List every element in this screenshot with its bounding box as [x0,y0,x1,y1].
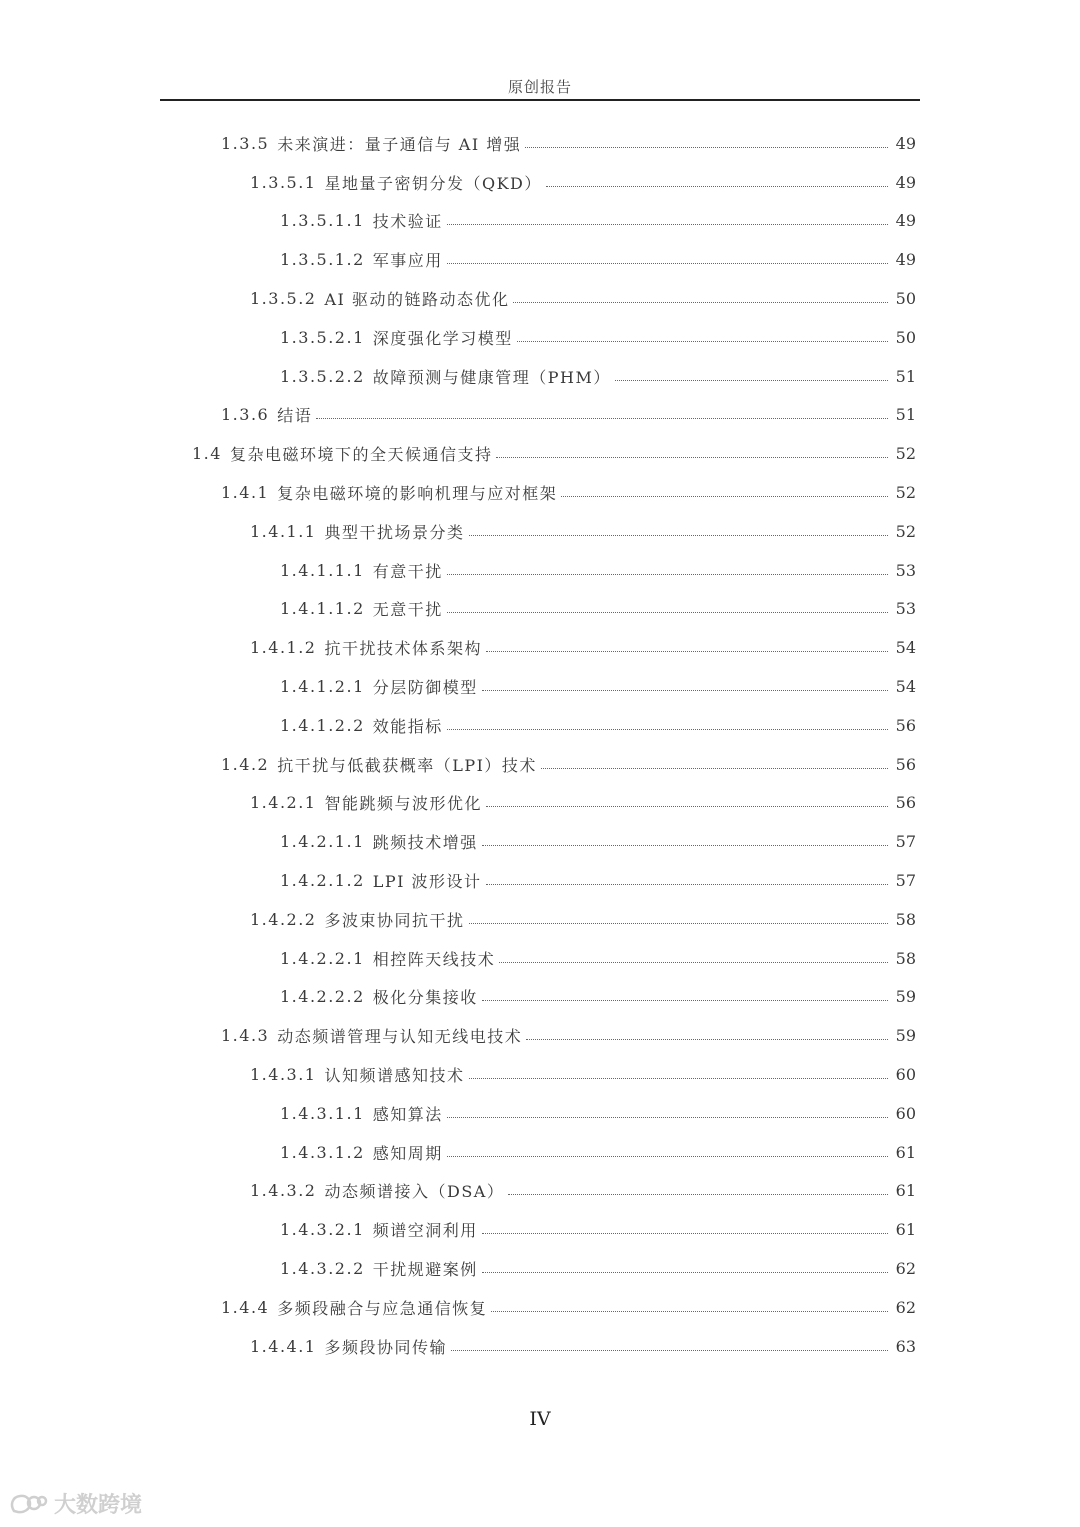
toc-entry-title: 分层防御模型 [372,678,478,698]
toc-entry-number: 1.4.1.2.1 [280,677,365,697]
toc-entry[interactable] [0,551,1080,590]
toc-dot-leader [517,341,888,342]
toc-dot-leader [482,1233,888,1234]
toc-entry-number: 1.4.1.1 [250,521,317,541]
toc-entry[interactable] [0,512,1080,551]
toc-entry[interactable] [0,939,1080,978]
toc-dot-leader [499,962,888,963]
toc-dot-leader [615,380,888,381]
toc-entry-title: 未来演进：量子通信与 AI 增强 [277,134,522,154]
toc-entry-title: 动态频谱接入（DSA） [324,1182,505,1202]
toc-entry[interactable] [0,1172,1080,1211]
toc-entry-page: 53 [895,599,916,619]
toc-entry-number: 1.4.3.1.2 [280,1142,365,1162]
toc-entry-title: 无意干扰 [372,600,443,620]
toc-entry-page: 61 [895,1181,916,1201]
toc-entry-title: 动态频谱管理与认知无线电技术 [277,1027,523,1047]
toc-entry-page: 51 [895,405,916,425]
toc-entry-title: LPI 波形设计 [372,872,482,892]
toc-dot-leader [447,729,888,730]
toc-dot-leader [482,690,888,691]
toc-entry-number: 1.4.3.2.1 [280,1220,365,1240]
toc-entry[interactable] [0,434,1080,473]
toc-entry-title: 多波束协同抗干扰 [324,910,465,930]
toc-entry-number: 1.4.2.1.1 [280,832,365,852]
toc-entry[interactable] [0,745,1080,784]
toc-entry[interactable] [0,900,1080,939]
toc-entry-number: 1.3.5 [221,133,270,153]
toc-dot-leader [447,574,888,575]
toc-entry-page: 62 [895,1297,916,1317]
toc-entry[interactable] [0,202,1080,241]
page-number: IV [529,1408,551,1430]
toc-entry-page: 49 [895,250,916,270]
toc-entry[interactable] [0,1327,1080,1366]
toc-entry[interactable] [0,1288,1080,1327]
toc-entry-page: 58 [895,948,916,968]
toc-entry-title: 技术验证 [372,212,443,232]
toc-entry-number: 1.4.4 [221,1297,270,1317]
toc-entry-title: 多频段融合与应急通信恢复 [277,1298,488,1318]
toc-entry-title: 智能跳频与波形优化 [324,794,482,814]
toc-entry-title: 抗干扰技术体系架构 [324,639,482,659]
toc-entry-number: 1.4.1.1.1 [280,560,365,580]
toc-entry-number: 1.4.1.2 [250,638,317,658]
watermark [8,1488,142,1519]
toc-entry-page: 56 [895,715,916,735]
toc-entry[interactable] [0,357,1080,396]
toc-entry-page: 51 [895,366,916,386]
toc-dot-leader [486,884,888,885]
toc-dot-leader [491,1311,888,1312]
toc-dot-leader [508,1194,888,1195]
toc-dot-leader [482,1000,888,1001]
running-header: 原创报告 [507,78,572,96]
toc-dot-leader [546,186,888,187]
toc-entry-title: 极化分集接收 [372,988,478,1008]
toc-entry-number: 1.4.2.2.1 [280,948,365,968]
toc-entry-page: 49 [895,211,916,231]
toc-entry-number: 1.4.2.1.2 [280,871,365,891]
toc-entry-page: 56 [895,793,916,813]
toc-entry-number: 1.3.5.1.2 [280,250,365,270]
toc-entry[interactable] [0,706,1080,745]
toc-entry-title: 星地量子密钥分发（QKD） [324,173,542,193]
toc-dot-leader [486,806,888,807]
toc-dot-leader [496,457,888,458]
toc-entry-number: 1.4.3.2 [250,1181,317,1201]
toc-entry[interactable] [0,1249,1080,1288]
toc-entry[interactable] [0,1133,1080,1172]
toc-entry[interactable] [0,822,1080,861]
toc-entry-title: 故障预测与健康管理（PHM） [372,367,611,387]
toc-dot-leader [526,1039,888,1040]
toc-dot-leader [482,1272,888,1273]
watermark-logo-icon [8,1491,48,1517]
toc-entry-title: 有意干扰 [372,561,443,581]
toc-entry[interactable] [0,1210,1080,1249]
toc-entry-page: 53 [895,560,916,580]
toc-dot-leader [469,535,889,536]
toc-entry-title: 复杂电磁环境的影响机理与应对框架 [277,484,558,504]
toc-entry-title: 感知周期 [372,1143,443,1163]
toc-entry[interactable] [0,473,1080,512]
toc-entry-page: 59 [895,987,916,1007]
toc-entry[interactable] [0,1016,1080,1055]
toc-entry-number: 1.4.3.1.1 [280,1103,365,1123]
toc-dot-leader [482,845,888,846]
toc-entry-page: 60 [895,1103,916,1123]
toc-entry-title: 复杂电磁环境下的全天候通信支持 [229,445,493,465]
toc-entry[interactable] [0,318,1080,357]
toc-entry-page: 61 [895,1142,916,1162]
toc-entry-number: 1.4.2.1 [250,793,317,813]
toc-entry[interactable] [0,1094,1080,1133]
toc-entry-number: 1.4.1.1.2 [280,599,365,619]
toc-entry-title: 效能指标 [372,716,443,736]
toc-entry-number: 1.3.5.2.2 [280,366,365,386]
toc-dot-leader [486,651,888,652]
toc-entry-page: 50 [895,289,916,309]
toc-entry-page: 59 [895,1026,916,1046]
toc-entry[interactable] [0,861,1080,900]
toc-entry-number: 1.4.2.2 [250,909,317,929]
toc-entry-title: 跳频技术增强 [372,833,478,853]
toc-entry-number: 1.3.6 [221,405,270,425]
toc-entry-title: 深度强化学习模型 [372,328,513,348]
table-of-contents [0,124,1080,1366]
toc-entry-title: 感知算法 [372,1104,443,1124]
toc-entry-number: 1.3.5.1.1 [280,211,365,231]
toc-entry-page: 57 [895,871,916,891]
watermark-text: 大数跨境 [54,1493,143,1518]
toc-dot-leader [447,224,888,225]
toc-entry-number: 1.4.1.2.2 [280,715,365,735]
toc-dot-leader [469,1078,889,1079]
toc-entry-title: 结语 [277,406,313,426]
toc-entry-number: 1.4 [192,444,222,464]
header-rule [160,99,920,101]
toc-entry-title: 认知频谱感知技术 [324,1066,465,1086]
toc-entry-number: 1.4.3.2.2 [280,1259,365,1278]
toc-entry-page: 60 [895,1065,916,1085]
toc-entry-page: 61 [895,1220,916,1240]
toc-entry-page: 63 [895,1336,916,1356]
toc-entry-title: 相控阵天线技术 [372,949,496,969]
toc-entry-page: 62 [895,1259,916,1278]
toc-entry[interactable] [0,784,1080,823]
toc-entry[interactable] [0,396,1080,435]
toc-entry[interactable] [0,279,1080,318]
toc-entry-number: 1.4.2.2.2 [280,987,365,1007]
toc-entry-title: 干扰规避案例 [372,1260,478,1279]
toc-entry-number: 1.4.4.1 [250,1336,317,1356]
toc-entry-page: 58 [895,909,916,929]
toc-dot-leader [541,768,888,769]
toc-dot-leader [447,1117,888,1118]
toc-entry-number: 1.4.3 [221,1026,270,1046]
toc-entry[interactable] [0,667,1080,706]
toc-entry-number: 1.3.5.1 [250,172,317,192]
toc-entry[interactable] [0,163,1080,202]
toc-entry-number: 1.4.3.1 [250,1065,317,1085]
toc-entry-number: 1.3.5.2 [250,289,317,309]
toc-dot-leader [447,1156,888,1157]
toc-dot-leader [451,1350,888,1351]
toc-dot-leader [561,496,888,497]
toc-dot-leader [316,418,888,419]
toc-entry-page: 57 [895,832,916,852]
toc-dot-leader [525,147,888,148]
toc-entry-page: 52 [895,444,916,464]
toc-entry-page: 50 [895,327,916,347]
toc-dot-leader [447,263,888,264]
toc-entry-page: 54 [895,677,916,697]
toc-entry-page: 52 [895,521,916,541]
toc-entry[interactable] [0,590,1080,629]
toc-entry[interactable] [0,240,1080,279]
toc-entry-page: 49 [895,172,916,192]
toc-entry-title: 多频段协同传输 [324,1337,447,1357]
toc-entry-title: 典型干扰场景分类 [324,522,465,542]
toc-entry-page: 56 [895,754,916,774]
toc-entry-title: 频谱空洞利用 [372,1221,478,1241]
toc-entry-title: AI 驱动的链路动态优化 [324,290,510,310]
toc-entry-page: 52 [895,483,916,503]
toc-entry-page: 54 [895,638,916,658]
toc-dot-leader [469,923,889,924]
toc-entry[interactable] [0,124,1080,163]
toc-entry[interactable] [0,978,1080,1017]
toc-dot-leader [513,302,888,303]
toc-entry-page: 49 [895,133,916,153]
toc-entry-number: 1.4.2 [221,754,270,774]
toc-dot-leader [447,612,888,613]
toc-entry-number: 1.4.1 [221,483,270,503]
toc-entry[interactable] [0,628,1080,667]
toc-entry-title: 军事应用 [372,251,443,271]
toc-entry-title: 抗干扰与低截获概率（LPI）技术 [277,755,537,775]
toc-entry[interactable] [0,1055,1080,1094]
toc-entry-number: 1.3.5.2.1 [280,327,365,347]
